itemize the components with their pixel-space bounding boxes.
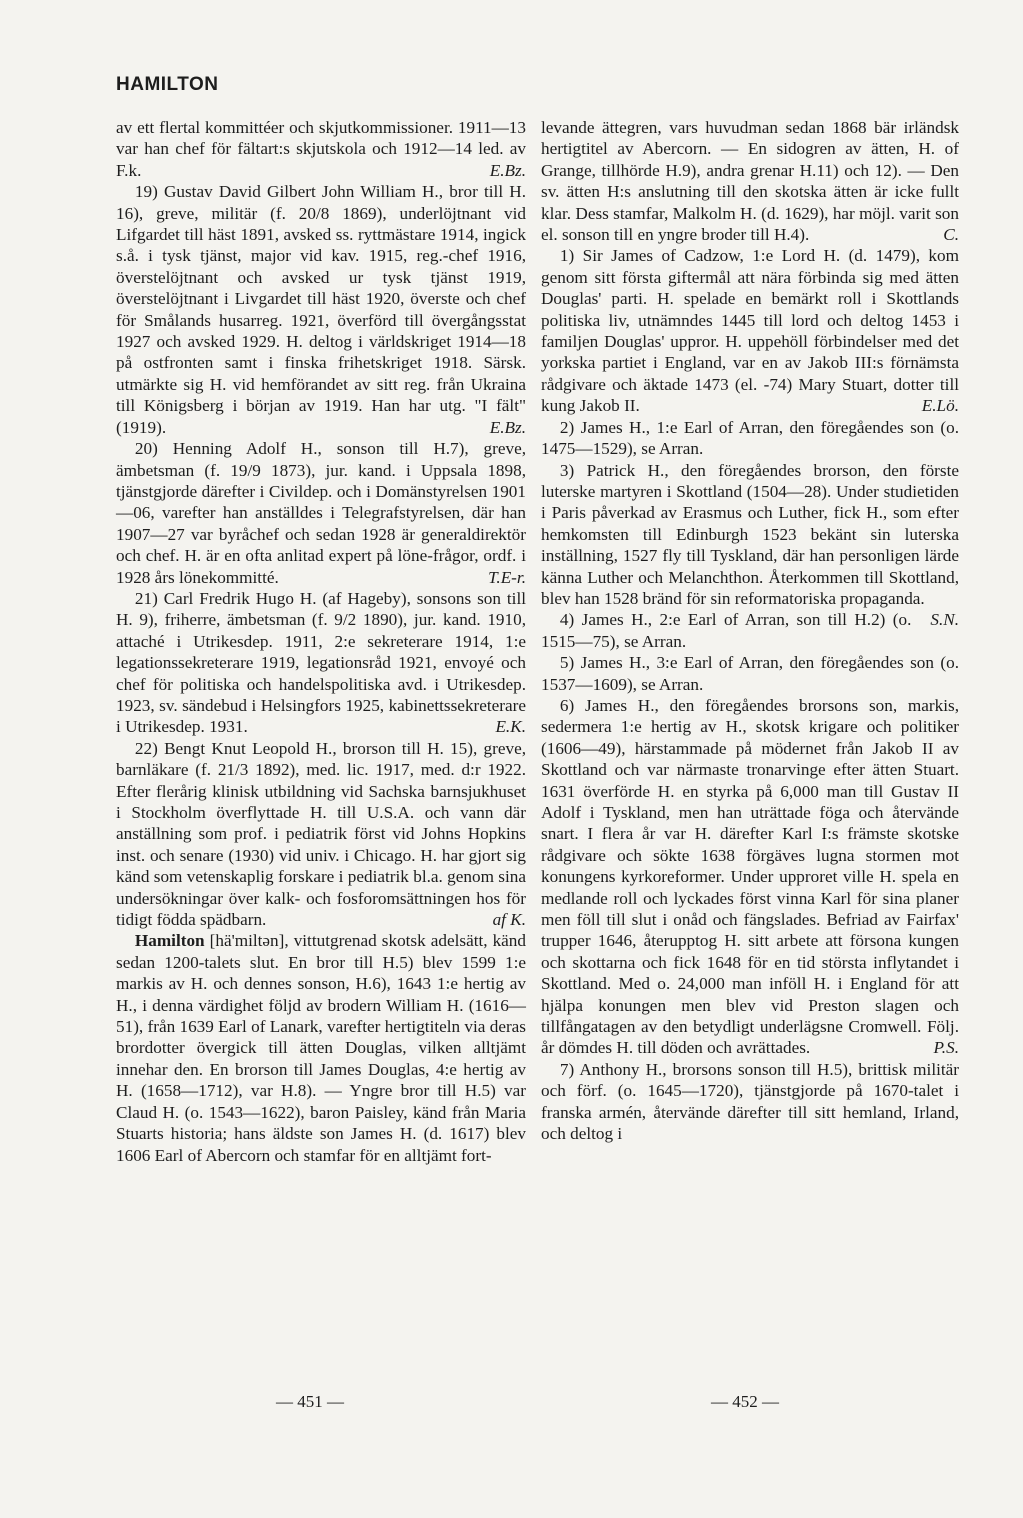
paragraph [541, 1059, 959, 1145]
paragraph-text: 21) Carl Fredrik Hugo H. (af Hageby), sonsons son till H. 9), friherre, ämbetsman (f. 9/2 1890), jur. kand. 1910, attaché i Utrikesdep. 1911, 2:e sekreterare 1914, 1:e legationssekreterare 1919, legationsråd 1921, envoyé och chef för politiska och handelspolitiska avd. i Utrikesdep. 1923, sv. sändebud i Helsingfors 1925, kabinettssekreterare i Utrikesdep. 1931. [116, 588, 526, 737]
paragraph [541, 417, 959, 460]
author-signature: T.E-r. [488, 567, 526, 587]
paragraph [116, 930, 526, 1165]
paragraph-text: 6) James H., den föregåendes brorsons son, markis, sedermera 1:e hertig av H., skotsk krigare och politiker (1606—49), härstammade på mödernet från Jakob II av Skottland och var närmaste tronarvinge efter ätten Stuart. 1631 överförde H. en styrka på 6,000 man till Gustav II Adolf i Tyskland, men han uträttade föga och återvände snart. I flera år var H. därefter Karl I:s främste skotske rådgivare och sökte 1638 förgäves lugna stormen mot konungens kyrkoreformer. Under upproret ville H. spela en medlande roll och lyckades först vinna Karl för sina planer men föll till slut i onåd och fängslades. Befriad av Fairfax' trupper 1646, återupptog H. sitt arbete att försona kungen och skottarna och fick 1648 för en tid största inflytandet i Skottland. Med o. 24,000 man inföll H. i England för att hjälpa konungen men blev vid Preston slagen och tillfångatagen av den betydligt underlägsne Cromwell. Följ. år dömdes H. till döden och avrättades. [541, 695, 959, 1058]
paragraph [116, 181, 526, 438]
paragraph-text: 3) Patrick H., den föregåendes brorson, den förste luterske martyren i Skottland (1504—28). Under studietiden i Paris påverkad av Erasmus och Luther, fick H., som efter hemkomsten till Edinburgh 1523 bekänt sin luterska inställning, 1527 fly till Tyskland, där han personligen lärde känna Luther och Melanchthon. Återkommen till Skottland, blev han 1528 bränd för sin reformatoriska propaganda. [541, 460, 959, 608]
author-signature: E.K. [495, 717, 526, 737]
paragraph [116, 117, 526, 181]
paragraph-text: 7) Anthony H., brorsons sonson till H.5), brittisk militär och förf. (o. 1645—1720), tjänstgjorde på 1670-talet i franska armén, återvände därefter till sitt hemland, Irland, och deltog i [541, 1059, 959, 1144]
paragraph-text: 19) Gustav David Gilbert John William H., bror till H. 16), greve, militär (f. 20/8 1869), underlöjtnant vid Lifgardet till häst 1891, avsked ss. ryttmästare 1914, ingick s.å. i tysk tjänst, major vid kav. 1915, reg.-chef 1916, överstelöjtnant och avsked ur tysk tjänst 1919, överstelöjtnant i Livgardet till häst 1920, överste och chef för Smålands husarreg. 1921, överförd till övergångsstat 1927 och avsked 1929. H. deltog i världskriget 1914—18 på ostfronten samt i finska frihetskriget 1918. Särsk. utmärkte sig H. vid hemförandet av sitt reg. från Ukraina till Königsberg i början av 1919. Han har utg. "I fält" (1919). [116, 182, 526, 437]
author-signature: C. [943, 225, 959, 245]
left-column [116, 117, 526, 1166]
author-signature: E.Bz. [489, 417, 526, 437]
author-signature: P.S. [933, 1038, 959, 1058]
running-head: HAMILTON [116, 74, 219, 95]
author-signature: S.N. [930, 610, 959, 630]
paragraph [116, 438, 526, 588]
paragraph-text: 20) Henning Adolf H., sonson till H.7), greve, ämbetsman (f. 19/9 1873), jur. kand. i Uppsala 1898, tjänstgjorde därefter i Civildep. och i Domänstyrelsen 1901—06, varefter han anställdes i Telegrafstyrelsen, där han 1907—27 var byråchef och sedan 1928 är generaldirektör och chef. H. är en ofta anlitad expert på löne-frågor, ordf. i 1928 års lönekommitté. [116, 439, 526, 587]
paragraph-text: 2) James H., 1:e Earl of Arran, den föregåendes son (o. 1475—1529), se Arran. [541, 417, 959, 459]
page-number-right: — 452 — [711, 1392, 779, 1411]
paragraph [541, 609, 959, 652]
paragraph-text: 1) Sir James of Cadzow, 1:e Lord H. (d. 1479), kom genom sitt första giftermål att nära förbinda sig med ätten Douglas' parti. H. spelade en bemärkt roll i Skottlands politiska liv, utnämndes 1445 till lord och deltog 1453 i familjen Douglas' uppror. H. uppehöll förbindelser med det yorkska partiet i England, var en av Jakob III:s förnämsta rådgivare och äktade 1473 (el. -74) Mary Stuart, dotter till kung Jakob II. [541, 246, 959, 416]
author-signature: E.Lö. [921, 396, 959, 416]
paragraph-text: 4) James H., 2:e Earl of Arran, son till H.2) (o. 1515—75), se Arran. [541, 610, 912, 651]
author-signature: af K. [492, 910, 526, 930]
right-column [541, 117, 959, 1145]
paragraph-text: 5) James H., 3:e Earl of Arran, den föregåendes son (o. 1537—1609), se Arran. [541, 653, 959, 694]
paragraph [541, 117, 959, 245]
entry-headword: Hamilton [134, 931, 205, 951]
paragraph-text: levande ättegren, vars huvudman sedan 1868 bär irländsk hertigtitel av Abercorn. — En sidogren av ätten, H. of Grange, tillhörde H.9), andra grenar H.11) och 12). — Den sv. ätten H:s anslutning till den skotska ätten är icke fullt klar. Dess stamfar, Malkolm H. (d. 1629), har möjl. varit son el. sonson till en yngre broder till H.4). [541, 118, 959, 245]
paragraph [541, 695, 959, 1059]
author-signature: E.Bz. [489, 160, 526, 180]
paragraph [541, 460, 959, 630]
paragraph [116, 588, 526, 738]
paragraph [541, 652, 959, 695]
paragraph [116, 738, 526, 931]
paragraph-text: 22) Bengt Knut Leopold H., brorson till H. 15), greve, barnläkare (f. 21/3 1892), med. lic. 1917, med. d:r 1922. Efter flerårig klinisk utbildning vid Sachska barnsjukhuset i Stockholm överflyttade H. till U.S.A. och vann där anställning som prof. i pediatrik först vid Johns Hopkins inst. och senare (1930) vid univ. i Chicago. H. har gjort sig känd som vetenskaplig forskare i pediatrik bl.a. genom sina undersökningar över kalk- och fosforomsättningen hos för tidigt födda spädbarn. [116, 738, 526, 930]
paragraph-text: [hä'miltən], vittutgrenad skotsk adelsätt, känd sedan 1200-talets slut. En bror till H.5) blev 1599 1:e markis av H. och dennes sonson, H.6), 1643 1:e hertig av H., i denna värdighet följd av brodern William H. (1616—51), från 1639 Earl of Lanark, varefter hertigtiteln via deras brordotter övergick till ätten Douglas, vilken alltjämt innehar den. En brorson till James Douglas, 4:e hertig av H. (1658—1712), var H.8). — Yngre bror till H.5) var Claud H. (o. 1543—1622), baron Paisley, känd från Maria Stuarts historia; hans äldste son James H. (d. 1617) blev 1606 Earl of Abercorn och stamfar för en alltjämt fort- [116, 931, 526, 1165]
page-number-left: — 451 — [276, 1392, 344, 1411]
paragraph-text: av ett flertal kommittéer och skjutkommissioner. 1911—13 var han chef för fältart:s skjutskola och 1912—14 led. av F.k. [116, 118, 526, 180]
paragraph [541, 245, 959, 416]
